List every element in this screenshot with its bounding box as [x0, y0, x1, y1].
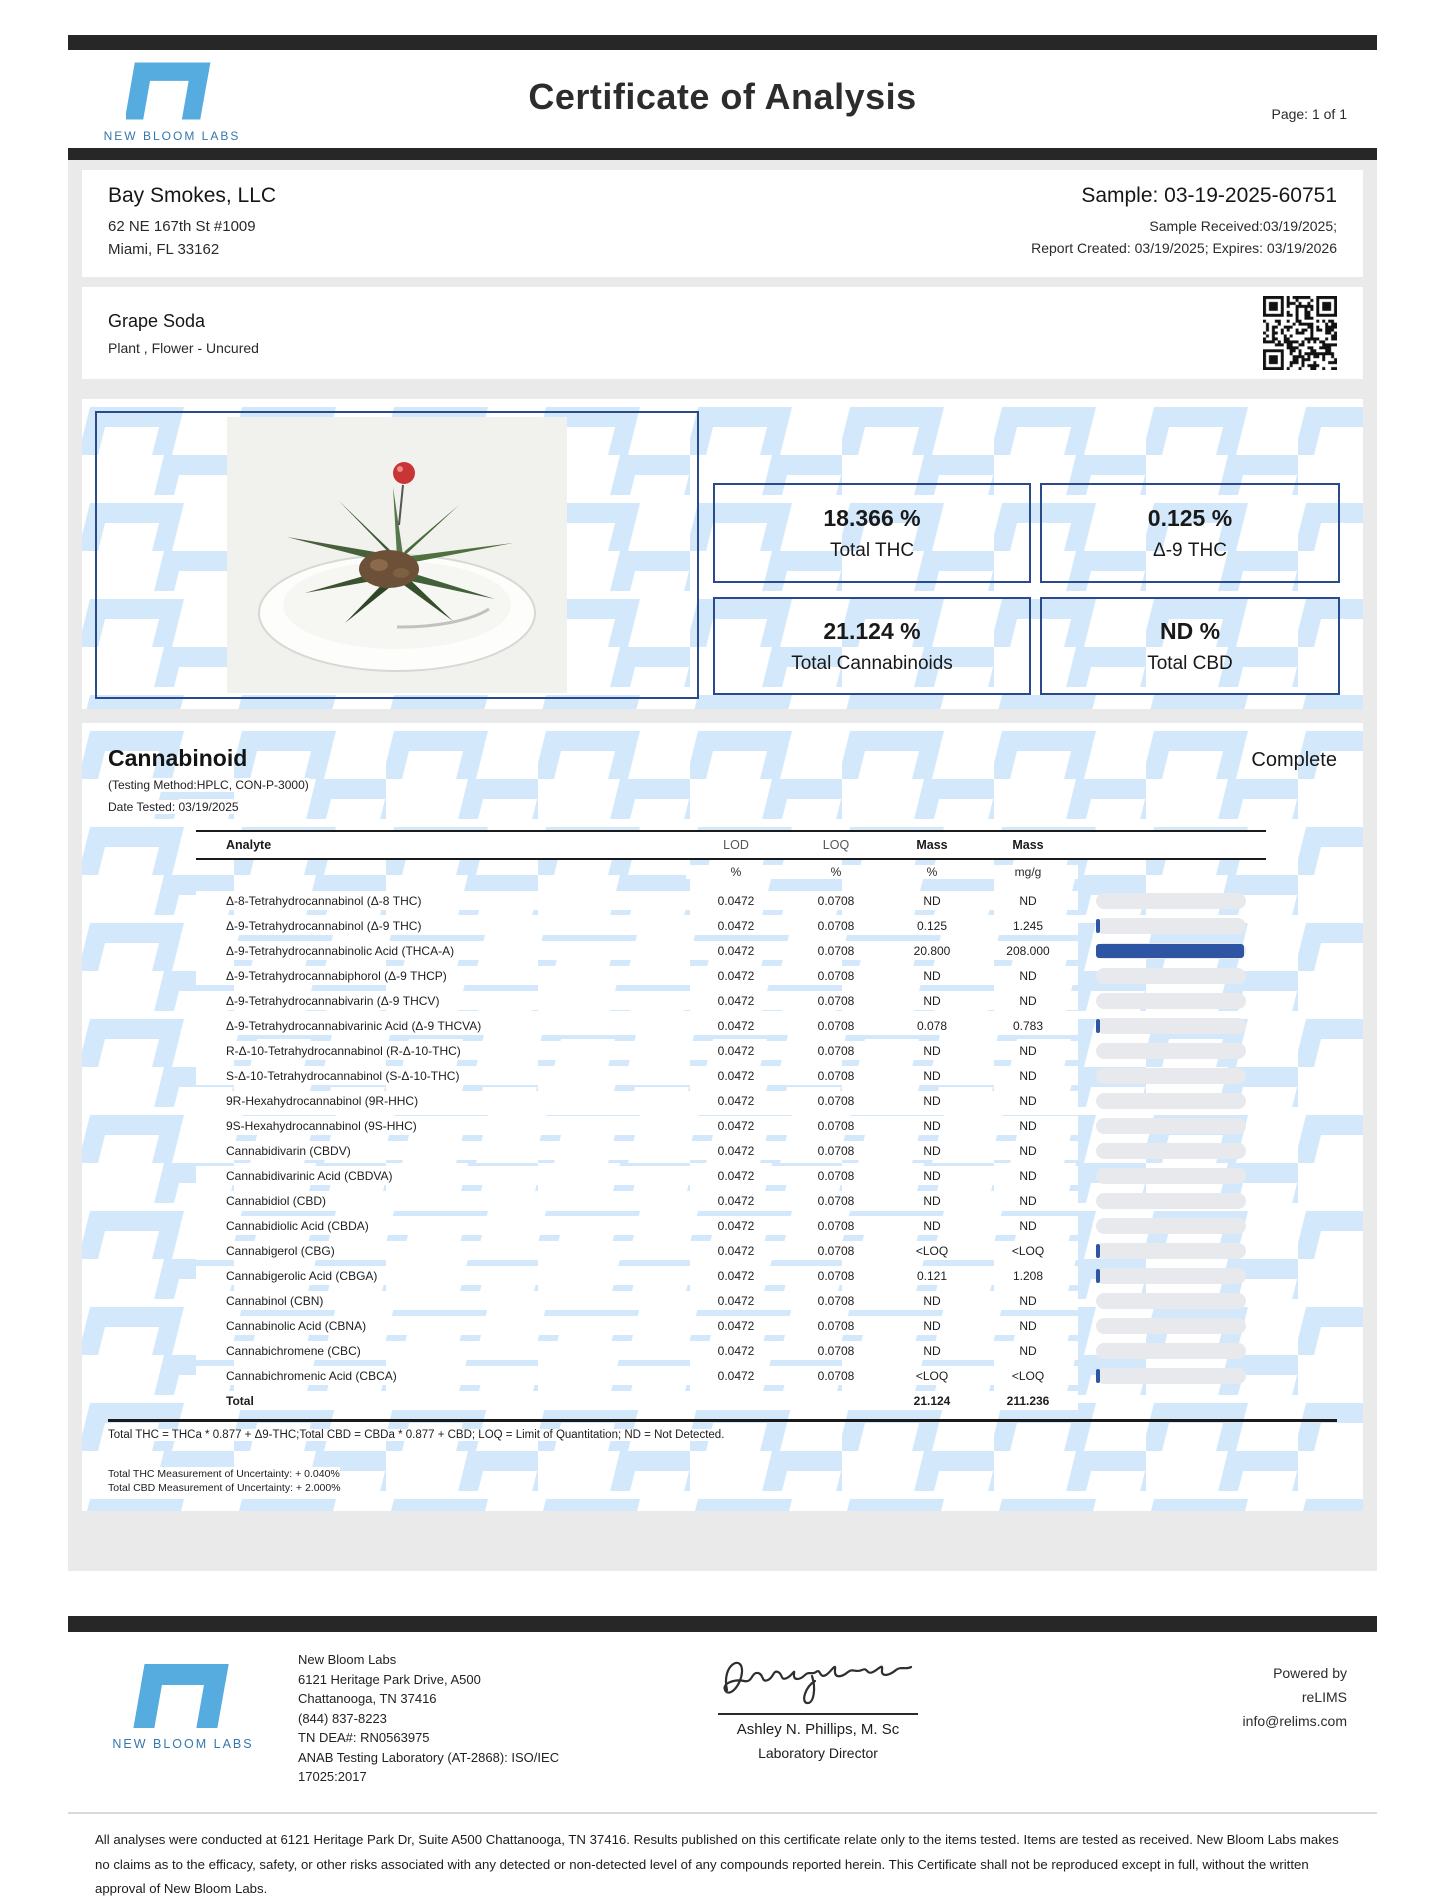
bar-track	[1096, 1318, 1246, 1334]
analyte-cell: Cannabichromene (CBC)	[226, 1343, 361, 1358]
analyte-cell: Δ-9-Tetrahydrocannabinolic Acid (THCA-A)	[226, 943, 455, 958]
bar-fill	[1096, 1019, 1100, 1033]
table-row	[196, 1188, 1266, 1213]
unit-mass-mg: mg/g	[978, 865, 1078, 879]
analyte-cell: 9R-Hexahydrocannabinol (9R-HHC)	[226, 1093, 419, 1108]
bar-fill	[1096, 1244, 1100, 1258]
loq-cell: 0.0708	[817, 1293, 855, 1308]
logo-glyph-icon	[133, 1715, 233, 1732]
bar-fill	[1096, 1269, 1100, 1283]
mass-pct-cell: ND	[923, 1318, 941, 1333]
mass-pct-cell: ND	[923, 1343, 941, 1358]
mass-mg-cell: ND	[1019, 1143, 1037, 1158]
disclaimer-divider	[68, 1812, 1377, 1814]
loq-cell: 0.0708	[817, 1068, 855, 1083]
powered-by-label: Powered by	[1273, 1665, 1347, 1682]
result-box-total-cbd	[1040, 597, 1340, 695]
logo-wordmark: NEW BLOOM LABS	[112, 1737, 254, 1752]
bar-track	[1096, 1168, 1246, 1184]
product-card	[82, 287, 1363, 379]
lod-cell: 0.0472	[717, 1018, 755, 1033]
table-row	[196, 938, 1266, 963]
product-block	[108, 311, 259, 356]
analyte-cell: S-Δ-10-Tetrahydrocannabinol (S-Δ-10-THC)	[226, 1068, 460, 1083]
lod-cell: 0.0472	[717, 1218, 755, 1233]
result-label: Total CBD	[1147, 652, 1233, 674]
mass-mg-cell: ND	[1019, 1043, 1037, 1058]
top-rule	[68, 35, 1377, 50]
lab-address-line: ANAB Testing Laboratory (AT-2868): ISO/IEC	[298, 1749, 560, 1765]
qr-code	[1263, 296, 1337, 370]
testing-method: (Testing Method:HPLC, CON-P-3000)	[108, 778, 309, 792]
lod-cell: 0.0472	[717, 1243, 755, 1258]
lod-cell: 0.0472	[717, 1118, 755, 1133]
table-row	[196, 1013, 1266, 1038]
lab-address-line: 17025:2017	[298, 1769, 367, 1785]
result-box-total-thc	[713, 483, 1031, 583]
bar-track	[1096, 968, 1246, 984]
mass-pct-cell: 0.078	[916, 1018, 948, 1033]
mass-pct-cell: ND	[923, 1168, 941, 1183]
analyte-cell: Cannabidivarinic Acid (CBDVA)	[226, 1168, 393, 1183]
calculation-footnote: Total THC = THCa * 0.877 + Δ9-THC;Total CBD = CBDa * 0.877 + CBD; LOQ = Limit of Quantitation; ND = Not Detected.	[108, 1429, 725, 1441]
bar-fill	[1096, 919, 1100, 933]
lab-address-line: Chattanooga, TN 37416	[298, 1691, 437, 1707]
signatory-name: Ashley N. Phillips, M. Sc	[736, 1721, 900, 1739]
lab-address	[298, 1648, 598, 1804]
mass-mg-cell: ND	[1019, 1118, 1037, 1133]
relims-brand: reLIMS	[1301, 1689, 1347, 1706]
header	[68, 50, 1377, 148]
bar-track	[1096, 1043, 1246, 1059]
loq-cell: 0.0708	[817, 918, 855, 933]
bar-track	[1096, 943, 1246, 959]
mass-pct-cell: 20.800	[913, 943, 951, 958]
mass-mg-cell: <LOQ	[1011, 1368, 1045, 1383]
bar-track	[1096, 918, 1246, 934]
mass-pct-cell: ND	[923, 1193, 941, 1208]
client-address-line2: Miami, FL 33162	[108, 240, 220, 258]
lod-cell: 0.0472	[717, 893, 755, 908]
mass-mg-cell: ND	[1019, 1218, 1037, 1233]
loq-cell: 0.0708	[817, 1168, 855, 1183]
loq-cell: 0.0708	[817, 1318, 855, 1333]
lod-cell: 0.0472	[717, 1043, 755, 1058]
table-row	[196, 1138, 1266, 1163]
relims-email: info@relims.com	[1242, 1712, 1347, 1729]
table-row	[196, 888, 1266, 913]
lod-cell: 0.0472	[717, 1068, 755, 1083]
mass-mg-cell: ND	[1019, 1193, 1037, 1208]
sample-block	[1031, 184, 1337, 261]
analyte-cell: Cannabinol (CBN)	[226, 1293, 324, 1308]
uncertainty-notes	[108, 1467, 1337, 1495]
column-header-loq: LOQ	[822, 838, 850, 852]
mass-pct-cell: 0.121	[916, 1268, 948, 1283]
result-label: Total Cannabinoids	[791, 652, 953, 674]
lod-cell: 0.0472	[717, 1368, 755, 1383]
lab-address-line: 6121 Heritage Park Drive, A500	[298, 1671, 481, 1687]
analyte-cell: Cannabidiol (CBD)	[226, 1193, 327, 1208]
footer	[68, 1632, 1377, 1804]
table-row	[196, 913, 1266, 938]
table-row	[196, 1313, 1266, 1338]
bar-track	[1096, 1343, 1246, 1359]
table-row	[196, 1213, 1266, 1238]
signature-image	[713, 1648, 923, 1708]
table-row	[196, 1338, 1266, 1363]
client-name: Bay Smokes, LLC	[108, 184, 277, 207]
result-box-total-cannabinoids	[713, 597, 1031, 695]
mass-pct-cell: ND	[923, 968, 941, 983]
result-value: 0.125 %	[1147, 504, 1233, 531]
loq-cell: 0.0708	[817, 893, 855, 908]
table-row	[196, 1038, 1266, 1063]
bar-fill	[1096, 944, 1244, 958]
result-value: ND %	[1159, 617, 1221, 644]
analyte-cell: Cannabichromenic Acid (CBCA)	[226, 1368, 397, 1383]
bar-track	[1096, 1268, 1246, 1284]
mass-mg-cell: <LOQ	[1011, 1243, 1045, 1258]
lod-cell: 0.0472	[717, 1193, 755, 1208]
client-block	[108, 184, 276, 261]
results-card	[82, 399, 1363, 709]
loq-cell: 0.0708	[817, 1143, 855, 1158]
mass-mg-cell: 0.783	[1012, 1018, 1044, 1033]
total-mass-pct: 21.124	[913, 1393, 951, 1408]
mass-mg-cell: ND	[1019, 1293, 1037, 1308]
client-address	[108, 216, 276, 261]
analyte-cell: Cannabidiolic Acid (CBDA)	[226, 1218, 369, 1233]
mass-mg-cell: ND	[1019, 993, 1037, 1008]
mass-pct-cell: ND	[923, 1068, 941, 1083]
table-row	[196, 1238, 1266, 1263]
analyte-cell: Δ-9-Tetrahydrocannabivarin (Δ-9 THCV)	[226, 993, 440, 1008]
report-dates: Report Created: 03/19/2025; Expires: 03/19/2026	[1031, 239, 1337, 256]
loq-cell: 0.0708	[817, 1368, 855, 1383]
analyte-cell: Δ-9-Tetrahydrocannabiphorol (Δ-9 THCP)	[226, 968, 447, 983]
table-row	[196, 1063, 1266, 1088]
bar-track	[1096, 993, 1246, 1009]
page-number: Page: 1 of 1	[1271, 106, 1347, 122]
table-row	[196, 1363, 1266, 1388]
logo-wordmark: NEW BLOOM LABS	[103, 129, 241, 143]
result-label: Total THC	[829, 539, 915, 561]
mass-mg-cell: ND	[1019, 1343, 1037, 1358]
bar-track	[1096, 1193, 1246, 1209]
mass-pct-cell: ND	[923, 1043, 941, 1058]
loq-cell: 0.0708	[817, 1093, 855, 1108]
table-row	[196, 1288, 1266, 1313]
analyte-cell: Cannabidivarin (CBDV)	[226, 1143, 351, 1158]
lab-address-line: TN DEA#: RN0563975	[298, 1730, 430, 1746]
cannabinoid-section-header	[108, 745, 1337, 772]
lod-cell: 0.0472	[717, 943, 755, 958]
mass-mg-cell: ND	[1019, 893, 1037, 908]
bar-track	[1096, 1118, 1246, 1134]
mass-pct-cell: ND	[923, 1293, 941, 1308]
date-tested: Date Tested: 03/19/2025	[108, 800, 239, 814]
table-row	[196, 988, 1266, 1013]
lod-cell: 0.0472	[717, 968, 755, 983]
lod-cell: 0.0472	[717, 1268, 755, 1283]
loq-cell: 0.0708	[817, 1018, 855, 1033]
column-header-analyte: Analyte	[226, 838, 272, 852]
mass-pct-cell: <LOQ	[915, 1243, 949, 1258]
cbd-uncertainty: Total CBD Measurement of Uncertainty: + 2.000%	[108, 1482, 341, 1495]
product-name: Grape Soda	[108, 310, 206, 331]
bar-track	[1096, 1143, 1246, 1159]
signature-block	[653, 1648, 983, 1804]
mass-pct-cell: ND	[923, 1093, 941, 1108]
bar-track	[1096, 1018, 1246, 1034]
bar-track	[1096, 1368, 1246, 1384]
client-sample-card	[82, 170, 1363, 277]
mass-mg-cell: 1.208	[1012, 1268, 1044, 1283]
loq-cell: 0.0708	[817, 1243, 855, 1258]
section-title: Cannabinoid	[108, 745, 248, 771]
analyte-cell: R-Δ-10-Tetrahydrocannabinol (R-Δ-10-THC)	[226, 1043, 461, 1058]
unit-mass-pct: %	[886, 865, 978, 879]
thc-uncertainty: Total THC Measurement of Uncertainty: + 0.040%	[108, 1468, 340, 1480]
mass-mg-cell: 1.245	[1012, 918, 1044, 933]
analyte-cell: Δ-9-Tetrahydrocannabinol (Δ-9 THC)	[226, 918, 422, 933]
loq-cell: 0.0708	[817, 1343, 855, 1358]
analyte-cell: Cannabigerol (CBG)	[226, 1243, 335, 1258]
mass-mg-cell: ND	[1019, 1093, 1037, 1108]
mass-pct-cell: <LOQ	[915, 1368, 949, 1383]
loq-cell: 0.0708	[817, 1218, 855, 1233]
lod-cell: 0.0472	[717, 918, 755, 933]
unit-loq: %	[786, 865, 886, 879]
bar-track	[1096, 1293, 1246, 1309]
analyte-cell: Cannabigerolic Acid (CBGA)	[226, 1268, 378, 1283]
mass-pct-cell: ND	[923, 893, 941, 908]
bar-track	[1096, 1218, 1246, 1234]
certificate-document	[68, 35, 1377, 1902]
loq-cell: 0.0708	[817, 993, 855, 1008]
table-row	[196, 1113, 1266, 1138]
lod-cell: 0.0472	[717, 993, 755, 1008]
analyte-cell: Δ-9-Tetrahydrocannabivarinic Acid (Δ-9 THCVA)	[226, 1018, 482, 1033]
lab-address-line: (844) 837-8223	[298, 1710, 387, 1726]
lod-cell: 0.0472	[717, 1093, 755, 1108]
mass-mg-cell: ND	[1019, 1318, 1037, 1333]
loq-cell: 0.0708	[817, 1043, 855, 1058]
result-value: 18.366 %	[823, 504, 921, 531]
bar-track	[1096, 1093, 1246, 1109]
mass-pct-cell: ND	[923, 993, 941, 1008]
total-mass-mg: 211.236	[1006, 1393, 1050, 1408]
page-title: Certificate of Analysis	[528, 76, 917, 117]
lod-cell: 0.0472	[717, 1293, 755, 1308]
section-status: Complete	[1251, 749, 1337, 771]
content-band	[68, 160, 1377, 1571]
sample-photo-frame	[95, 411, 699, 699]
column-header-lod: LOD	[723, 838, 749, 852]
result-box-d9-thc	[1040, 483, 1340, 583]
analyte-cell: 9S-Hexahydrocannabinol (9S-HHC)	[226, 1118, 417, 1133]
total-label: Total	[226, 1393, 254, 1408]
analyte-cell: Cannabinolic Acid (CBNA)	[226, 1318, 367, 1333]
cannabinoid-card	[82, 723, 1363, 1511]
sample-id: Sample: 03-19-2025-60751	[1081, 184, 1337, 207]
client-address-line1: 62 NE 167th St #1009	[108, 218, 256, 235]
footer-logo	[68, 1648, 298, 1804]
mass-pct-cell: 0.125	[916, 918, 948, 933]
result-label: Δ-9 THC	[1153, 539, 1227, 561]
table-row	[196, 1163, 1266, 1188]
header-rule	[68, 148, 1377, 160]
sample-received: Sample Received:03/19/2025;	[1149, 218, 1337, 234]
mass-mg-cell: ND	[1019, 1168, 1037, 1183]
loq-cell: 0.0708	[817, 968, 855, 983]
bar-track	[1096, 1243, 1246, 1259]
table-header-row	[196, 830, 1266, 860]
bar-fill	[1096, 1369, 1100, 1383]
loq-cell: 0.0708	[817, 1193, 855, 1208]
table-row	[196, 963, 1266, 988]
loq-cell: 0.0708	[817, 1118, 855, 1133]
cannabinoid-table-body	[196, 888, 1266, 1388]
lab-address-line: New Bloom Labs	[298, 1652, 397, 1668]
unit-lod: %	[686, 865, 786, 879]
mass-mg-cell: 208.000	[1006, 943, 1050, 958]
sample-photo	[227, 417, 567, 693]
lod-cell: 0.0472	[717, 1318, 755, 1333]
column-header-mass-pct: Mass	[916, 838, 948, 852]
loq-cell: 0.0708	[817, 943, 855, 958]
lod-cell: 0.0472	[717, 1143, 755, 1158]
total-row	[196, 1388, 1266, 1413]
lod-cell: 0.0472	[717, 1343, 755, 1358]
column-header-mass-mg: Mass	[1012, 838, 1044, 852]
mass-pct-cell: ND	[923, 1143, 941, 1158]
product-type: Plant , Flower - Uncured	[108, 339, 259, 356]
mass-pct-cell: ND	[923, 1118, 941, 1133]
mass-mg-cell: ND	[1019, 968, 1037, 983]
cannabinoid-table	[196, 830, 1266, 1413]
mass-mg-cell: ND	[1019, 1068, 1037, 1083]
footer-rule	[68, 1616, 1377, 1632]
bar-track	[1096, 1068, 1246, 1084]
table-bottom-rule	[108, 1419, 1337, 1422]
table-units-row	[196, 860, 1266, 884]
loq-cell: 0.0708	[817, 1268, 855, 1283]
analyte-cell: Δ-8-Tetrahydrocannabinol (Δ-8 THC)	[226, 893, 422, 908]
lod-cell: 0.0472	[717, 1168, 755, 1183]
table-row	[196, 1263, 1266, 1288]
result-value: 21.124 %	[823, 617, 921, 644]
signature-line	[718, 1713, 918, 1715]
signatory-title: Laboratory Director	[758, 1745, 878, 1762]
powered-by-block	[1243, 1662, 1347, 1733]
mass-pct-cell: ND	[923, 1218, 941, 1233]
disclaimer-text: All analyses were conducted at 6121 Heritage Park Dr, Suite A500 Chattanooga, TN 37416. Results published on this certificate relate only to the items tested. Items are tested as received. New Bloom Labs makes no claims as to the efficacy, safety, or other risks associated with any detected or non-detected level of any compounds reported herein. This Certificate shall not be reproduced except in full, without the written approval of New Bloom Labs.	[95, 1832, 1339, 1897]
table-row	[196, 1088, 1266, 1113]
bar-track	[1096, 893, 1246, 909]
